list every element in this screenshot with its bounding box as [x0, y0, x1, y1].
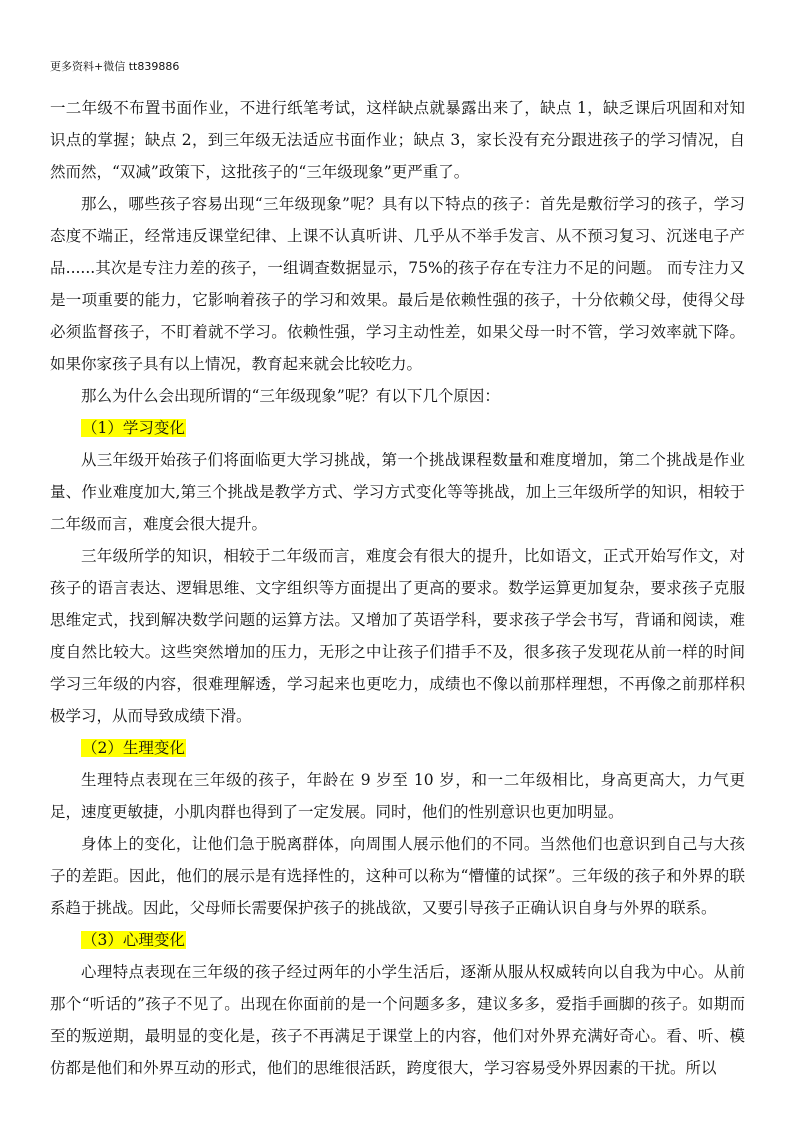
section-heading-row [50, 924, 745, 956]
section-heading-row [50, 732, 745, 764]
paragraph: 三年级所学的知识，相较于二年级而言，难度会有很大的提升，比如语文，正式开始写作文，对孩子的语言表达、逻辑思维、文字组织等方面提出了更高的要求。数学运算更加复杂，要求孩子克服思维定式，找到解决数学问题的运算方法。又增加了英语学科，要求孩子学会书写，背诵和阅读，难度自然比较大。这些突然增加的压力，无形之中让孩子们措手不及，很多孩子发现花从前一样的时间学习三年级的内容，很难理解透，学习起来也更吃力，成绩也不像以前那样理想，不再像之前那样积极学习，从而导致成绩下滑。 [50, 547, 745, 725]
section-heading-physiological: （2）生理变化 [82, 739, 185, 757]
section-heading-psychological: （3）心理变化 [82, 931, 185, 949]
section-heading-row [50, 412, 745, 444]
paragraph: 心理特点表现在三年级的孩子经过两年的小学生活后，逐渐从服从权威转向以自我为中心。从前那个“听话的”孩子不见了。出现在你面前的是一个问题多多，建议多多，爱指手画脚的孩子。如期而至的叛逆期，最明显的变化是，孩子不再满足于课堂上的内容，他们对外界充满好奇心。看、听、模仿都是他们和外界互动的形式，他们的思维很活跃，跨度很大，学习容易受外界因素的干扰。所以 [50, 963, 745, 1077]
paragraph: 身体上的变化，让他们急于脱离群体，向周围人展示他们的不同。当然他们也意识到自己与大孩子的差距。因此，他们的展示是有选择性的，这种可以称为“懵懂的试探”。三年级的孩子和外界的联系趋于挑战。因此，父母师长需要保护孩子的挑战欲，又要引导孩子正确认识自身与外界的联系。 [50, 835, 745, 917]
paragraph: 那么为什么会出现所谓的“三年级现象”呢？有以下几个原因： [81, 387, 500, 405]
page-header: 更多资料+微信 tt839886 [50, 60, 180, 73]
paragraph: 一二年级不布置书面作业，不进行纸笔考试，这样缺点就暴露出来了，缺点 1，缺乏课后巩固和对知识点的掌握；缺点 2，到三年级无法适应书面作业；缺点 3，家长没有充分跟进孩子的学习情况，自然而然，“双减”政策下，这批孩子的“三年级现象”更严重了。 [50, 99, 745, 181]
section-heading-learning: （1）学习变化 [82, 419, 185, 437]
paragraph: 生理特点表现在三年级的孩子，年龄在 9 岁至 10 岁，和一二年级相比，身高更高大，力气更足，速度更敏捷，小肌肉群也得到了一定发展。同时，他们的性别意识也更加明显。 [50, 771, 745, 821]
paragraph: 从三年级开始孩子们将面临更大学习挑战，第一个挑战课程数量和难度增加，第二个挑战是作业量、作业难度加大,第三个挑战是教学方式、学习方式变化等等挑战，加上三年级所学的知识，相较于二年级而言，难度会很大提升。 [50, 451, 745, 533]
paragraph: 那么，哪些孩子容易出现“三年级现象”呢？具有以下特点的孩子：首先是敷衍学习的孩子，学习态度不端正，经常违反课堂纪律、上课不认真听讲、几乎从不举手发言、从不预习复习、沉迷电子产品......其次是专注力差的孩子，一组调查数据显示，75%的孩子存在专注力不足的问题。 而专注力又是一项重要的能力，它影响着孩子的学习和效果。最后是依赖性强的孩子，十分依赖父母，使得父母必须监督孩子，不盯着就不学习。依赖性强，学习主动性差，如果父母一时不管，学习效率就下降。如果你家孩子具有以上情况，教育起来就会比较吃力。 [50, 195, 745, 373]
document-body [50, 92, 745, 1084]
